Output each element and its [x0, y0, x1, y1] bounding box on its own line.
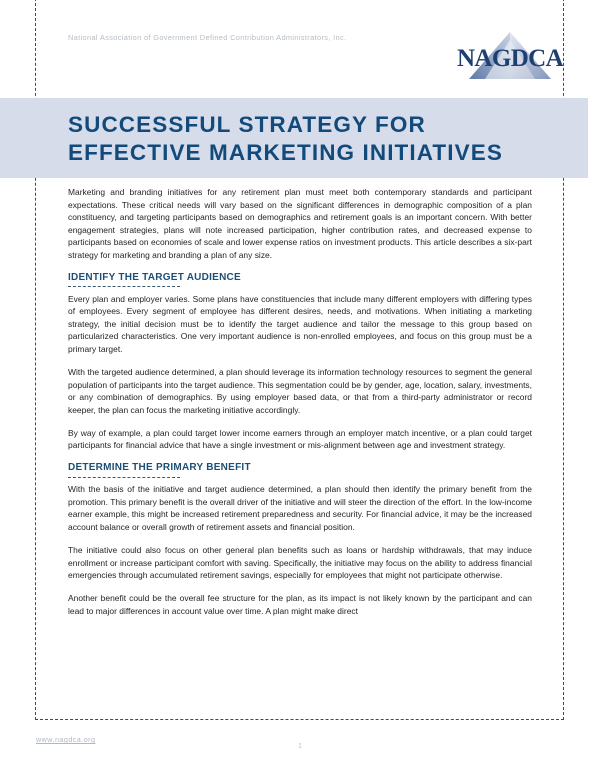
organization-tagline: National Association of Government Defined Contribution Administrators, Inc. — [68, 33, 347, 42]
pyramid-triangle-icon — [455, 28, 565, 86]
intro-paragraph: Marketing and branding initiatives for any retirement plan must meet both contemporary standards and participant expectations. These critical needs will vary based on the significant differences in demographic composition of a plan constituency, and targeting participants based on demographics and retirement goals is an important concern. With better engagement strategies, plans will note increased participation, higher contribution rates, and decreased expense to participants based on economies of scale and lower expense ratios on investment products. This article describes a six-part strategy for marketing and branding a plan of any size. — [68, 187, 532, 260]
footer-website-link[interactable]: www.nagdca.org — [36, 735, 96, 744]
section-paragraph: With the targeted audience determined, a plan should leverage its information technology resources to segment the general population of participants into the target audience. This segmentation could be by gender, age, location, salary, investments, or any combination of demographics. By using employer based data, or that from a third-party administrator or record keeper, the plan can focus the marketing initiative accordingly. — [68, 367, 532, 415]
title-band — [0, 98, 588, 178]
page-title — [68, 111, 568, 167]
section-paragraph: With the basis of the initiative and target audience determined, a plan should then identify the primary benefit from the promotion. This primary benefit is the overall driver of the initiative and will steer the direction of the effort. In the low-income earner example, this might be increased retirement preparedness and security. For financial advice, it may be the increased account balance or overall growth of retirement assets and financial position. — [68, 484, 532, 532]
page-title-line-1: SUCCESSFUL STRATEGY FOR — [68, 112, 426, 137]
nagdca-logo — [455, 28, 565, 86]
section-heading: DETERMINE THE PRIMARY BENEFIT — [68, 462, 251, 474]
section-heading: IDENTIFY THE TARGET AUDIENCE — [68, 271, 241, 283]
section-paragraph: By way of example, a plan could target lower income earners through an employer match incentive, or a plan could target participants for financial advice that have a single investment or mis-alignment between age and investment strategy. — [68, 427, 532, 451]
section-paragraph: Every plan and employer varies. Some plans have constituencies that include many different employers with differing types of employees. Every segment of employee has different desires, needs, and motivations. When initiating a marketing strategy, the initial decision must be to identify the target audience and tailor the message to this group based on particularized characteristics. One very important audience is non-enrolled employees, and focus on this group must be a primary target. — [68, 293, 532, 354]
document-footer — [0, 735, 600, 765]
section-paragraph: Another benefit could be the overall fee structure for the plan, as its impact is not likely known by the participant and can lead to major differences in account value over time. A plan might make direct — [68, 593, 532, 616]
section-identify-the-target-audience — [68, 272, 532, 452]
document-header — [0, 0, 600, 98]
section-paragraph: The initiative could also focus on other general plan benefits such as loans or hardship withdrawals, that may induce enrollment or increase participant comfort with saving. Specifically, the initiative may focus on the ability to address financial emergencies through accumulated retirement savings, especially for employees that might not participate otherwise. — [68, 544, 532, 581]
page-title-line-2: EFFECTIVE MARKETING INITIATIVES — [68, 140, 503, 165]
section-divider — [68, 477, 180, 478]
section-determine-the-primary-benefit — [68, 462, 532, 617]
section-divider — [68, 286, 180, 287]
page-number: 1 — [298, 741, 302, 750]
document-body — [68, 186, 532, 628]
logo-wordmark: NAGDCA — [456, 45, 564, 72]
